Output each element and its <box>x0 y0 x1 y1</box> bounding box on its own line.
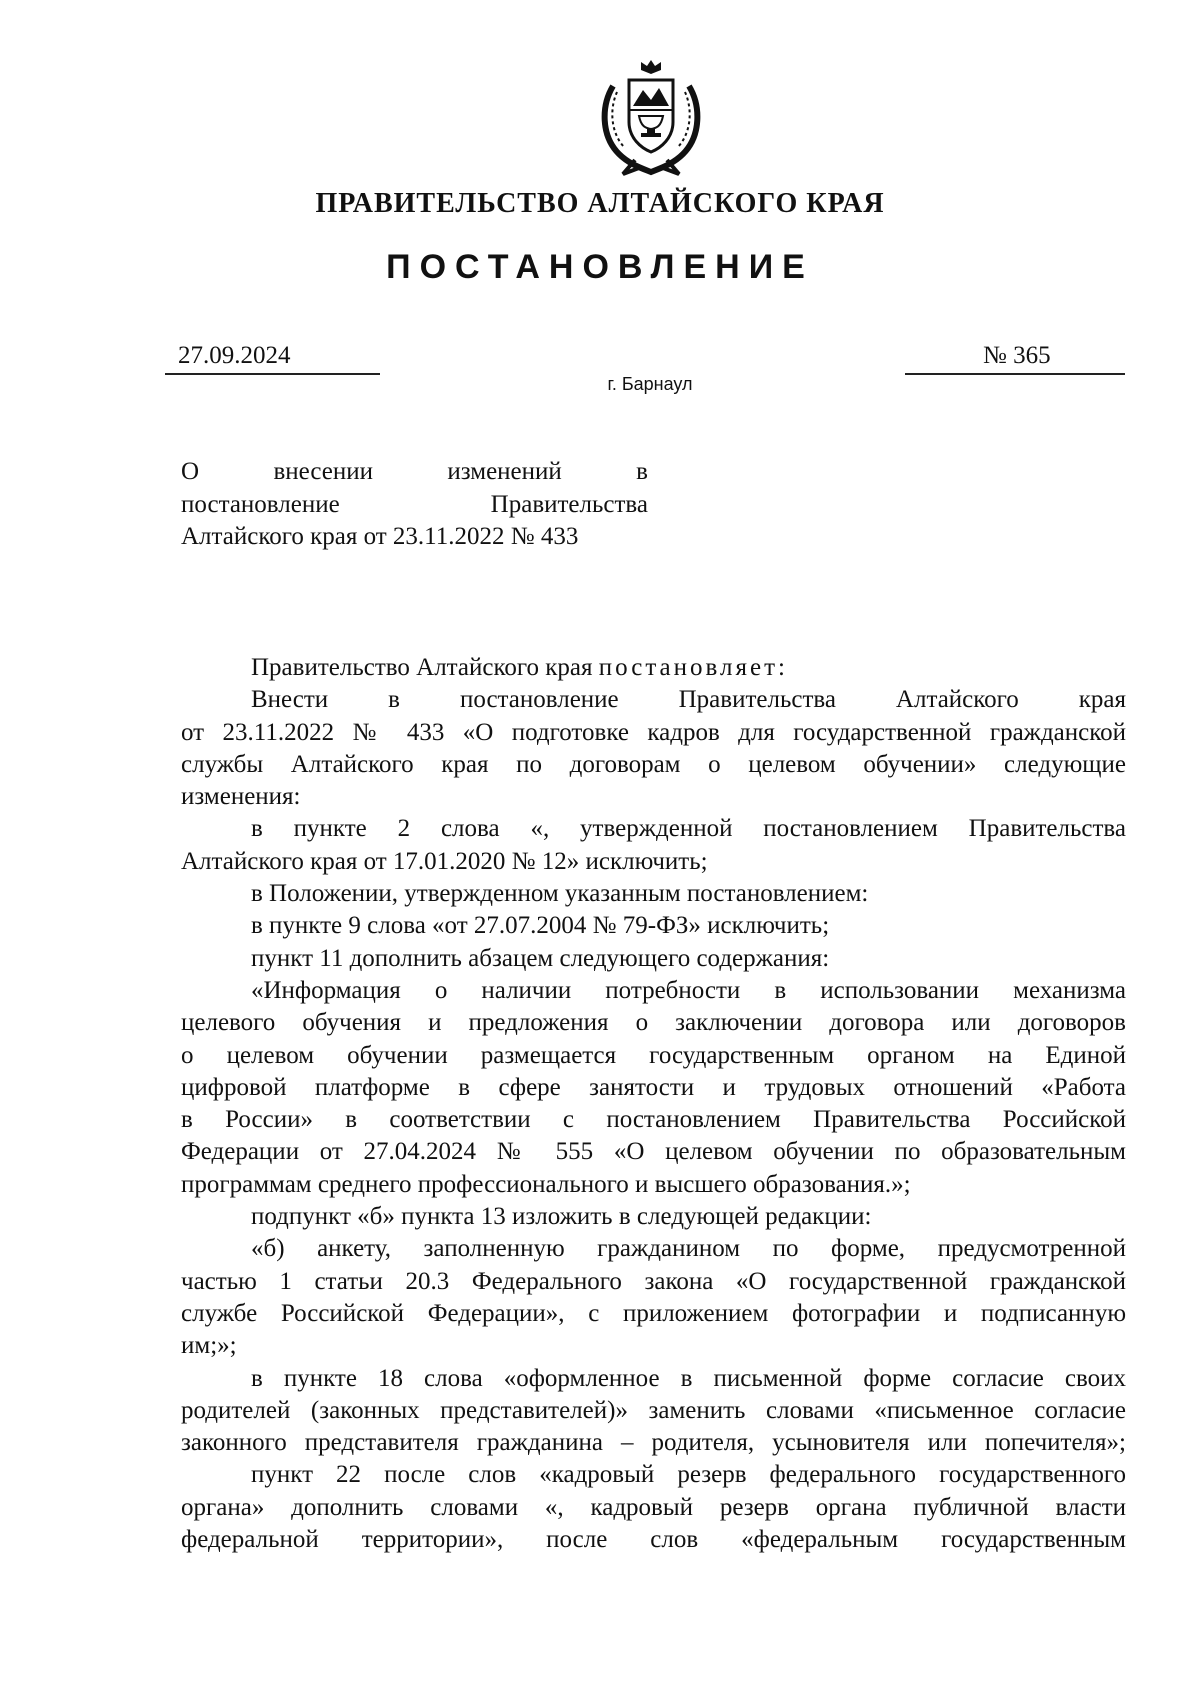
document-number: № 365 <box>983 342 1051 369</box>
body-line: «б) анкету, заполненную гражданином по форме, предусмотренной <box>251 1235 1126 1263</box>
body-line: в пункте 18 слова «оформленное в письменной форме согласие своих <box>251 1364 1126 1392</box>
body-line: федеральной территории», после слов «федеральным государственным <box>181 1526 1126 1554</box>
body-line: им;»; <box>181 1332 237 1360</box>
document-body <box>181 652 1126 1556</box>
body-line: службы Алтайского края по договорам о целевом обучении» следующие <box>181 750 1126 778</box>
body-line: частью 1 статьи 20.3 Федерального закона «О государственной гражданской <box>181 1267 1126 1295</box>
body-line: в пункте 9 слова «от 27.07.2004 № 79-ФЗ» исключить; <box>251 912 830 940</box>
body-line: подпункт «б» пункта 13 изложить в следующей редакции: <box>251 1203 872 1231</box>
document-subject <box>181 456 648 554</box>
document-type: ПОСТАНОВЛЕНИЕ <box>386 248 814 286</box>
intro-verb: постановляет <box>598 654 778 681</box>
body-line: целевого обучения и предложения о заключении договора или договоров <box>181 1009 1126 1037</box>
body-line: «Информация о наличии потребности в использовании механизма <box>251 976 1126 1004</box>
subject-line-3: Алтайского края от 23.11.2022 № 433 <box>181 523 579 550</box>
body-line: органа» дополнить словами «, кадровый резерв органа публичной власти <box>181 1493 1126 1521</box>
subject-line-1 <box>181 456 648 489</box>
subject-line-2 <box>181 489 648 522</box>
subject-word: внесении <box>273 458 373 485</box>
subject-word: постановление <box>181 490 340 518</box>
body-line: от 23.11.2022 № 433 «О подготовке кадров для государственной гражданской <box>181 718 1126 746</box>
subject-word: Правительства <box>490 490 648 518</box>
document-date: 27.09.2024 <box>178 342 291 369</box>
body-line: законного представителя гражданина – родителя, усыновителя или попечителя»; <box>181 1429 1126 1457</box>
body-line: изменения: <box>181 783 301 811</box>
government-title: ПРАВИТЕЛЬСТВО АЛТАЙСКОГО КРАЯ <box>315 188 885 219</box>
document-city: г. Барнаул <box>607 374 693 394</box>
body-line: Алтайского края от 17.01.2020 № 12» исключить; <box>181 847 708 875</box>
body-line: в России» в соответствии с постановлением Правительства Российской <box>181 1106 1126 1134</box>
body-line: цифровой платформе в сфере занятости и трудовых отношений «Работа <box>181 1073 1126 1101</box>
body-intro <box>181 652 1126 684</box>
body-line: о целевом обучении размещается государственным органом на Единой <box>181 1041 1126 1069</box>
body-line: пункт 11 дополнить абзацем следующего содержания: <box>251 944 830 972</box>
subject-word: О <box>181 458 200 485</box>
body-line: программам среднего профессионального и высшего образования.»; <box>181 1170 911 1198</box>
altai-krai-coat-of-arms-icon <box>595 56 707 180</box>
body-line: родителей (законных представителей)» заменить словами «письменное согласие <box>181 1396 1126 1424</box>
intro-lead: Правительство Алтайского края <box>251 654 599 681</box>
body-line: службе Российской Федерации», с приложением фотографии и подписанную <box>181 1299 1126 1327</box>
body-line: в Положении, утвержденном указанным постановлением: <box>251 880 869 908</box>
subject-word: в <box>636 458 648 485</box>
body-line: пункт 22 после слов «кадровый резерв федерального государственного <box>251 1461 1126 1489</box>
body-line: Федерации от 27.04.2024 № 555 «О целевом обучении по образовательным <box>181 1138 1126 1166</box>
subject-word: изменений <box>447 458 562 485</box>
body-lines <box>181 684 1126 1556</box>
body-line: Внести в постановление Правительства Алтайского края <box>251 686 1126 714</box>
intro-colon: : <box>778 654 785 681</box>
body-line: в пункте 2 слова «, утвержденной постановлением Правительства <box>251 815 1126 843</box>
